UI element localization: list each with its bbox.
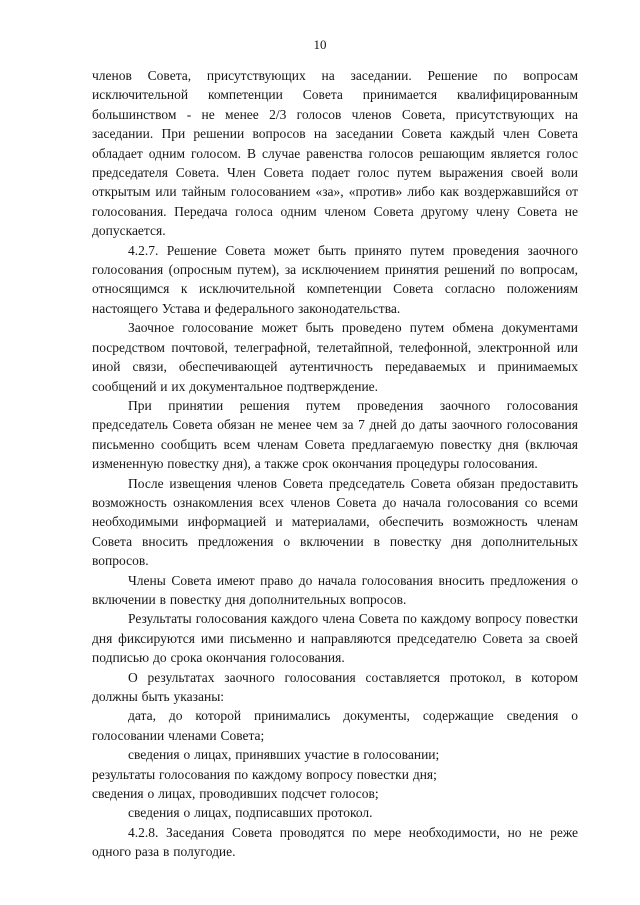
list-item-results: результаты голосования по каждому вопросу повестки дня;: [92, 766, 437, 782]
list-item-participants: сведения о лицах, принявших участие в голосовании;: [128, 747, 440, 763]
paragraph-voting-rules: членов Совета, присутствующих на заседании. Решение по вопросам исключительной компетенции Совета принимается квалифицированным большинством - не менее 2/3 голосов членов Совета, присутствующих на заседании. При решении вопросов на заседании Совета каждый член Совета обладает одним голосом. В случае равенства голосов решающим является голос председателя Совета. Член Совета подает голос путем выражения своей воли открытым или тайным голосованием «за», «против» либо как воздержавшийся от голосования. Передача голоса одним членом Совета другому члену Совета не допускается.: [92, 68, 578, 239]
paragraph-chair-notification: При принятии решения путем проведения заочного голосования председатель Совета обязан не менее чем за 7 дней до даты заочного голосования письменно сообщить всем членам Совета предлагаемую повестку дня (включая измененную повестку дня), а также срок окончания процедуры голосования.: [92, 397, 578, 472]
list-item-signers: сведения о лицах, подписавших протокол.: [128, 805, 373, 821]
page-number: 10: [313, 37, 327, 52]
paragraph-absentee-voting-means: Заочное голосование может быть проведено путем обмена документами посредством почтовой, телеграфной, телетайпной, телефонной, электронной или иной связи, обеспечивающей аутентичность передаваемых и принимаемых сообщений и их документальное подтверждение.: [92, 320, 578, 394]
paragraph-after-notification: После извещения членов Совета председатель Совета обязан предоставить возможность ознакомления всех членов Совета до начала голосования со всеми необходимыми информацией и материалами, обеспечить возможность членам Совета вносить предложения о включении в повестку дня дополнительных вопросов.: [92, 475, 578, 569]
paragraph-4-2-7: 4.2.7. Решение Совета может быть принято путем проведения заочного голосования (опросным путем), за исключением принятия решений по вопросам, относящимся к исключительной компетенции Совета согласно положениям настоящего Устава и федерального законодательства.: [92, 242, 578, 316]
list-item-counters: сведения о лицах, проводивших подсчет голосов;: [92, 786, 379, 802]
paragraph-vote-results: Результаты голосования каждого члена Совета по каждому вопросу повестки дня фиксируются ими письменно и направляются председателю Совета за своей подписью до срока окончания голосования.: [92, 611, 578, 666]
paragraph-member-proposals: Члены Совета имеют право до начала голосования вносить предложения о включении в повестку дня дополнительных вопросов.: [92, 572, 578, 607]
paragraph-4-2-8: 4.2.8. Заседания Совета проводятся по мере необходимости, но не реже одного раза в полугодие.: [92, 824, 578, 860]
paragraph-protocol: О результатах заочного голосования составляется протокол, в котором должны быть указаны:: [92, 669, 578, 704]
list-item-date: дата, до которой принимались документы, содержащие сведения о голосовании членами Совета;: [92, 708, 578, 743]
document-body: [92, 66, 578, 862]
